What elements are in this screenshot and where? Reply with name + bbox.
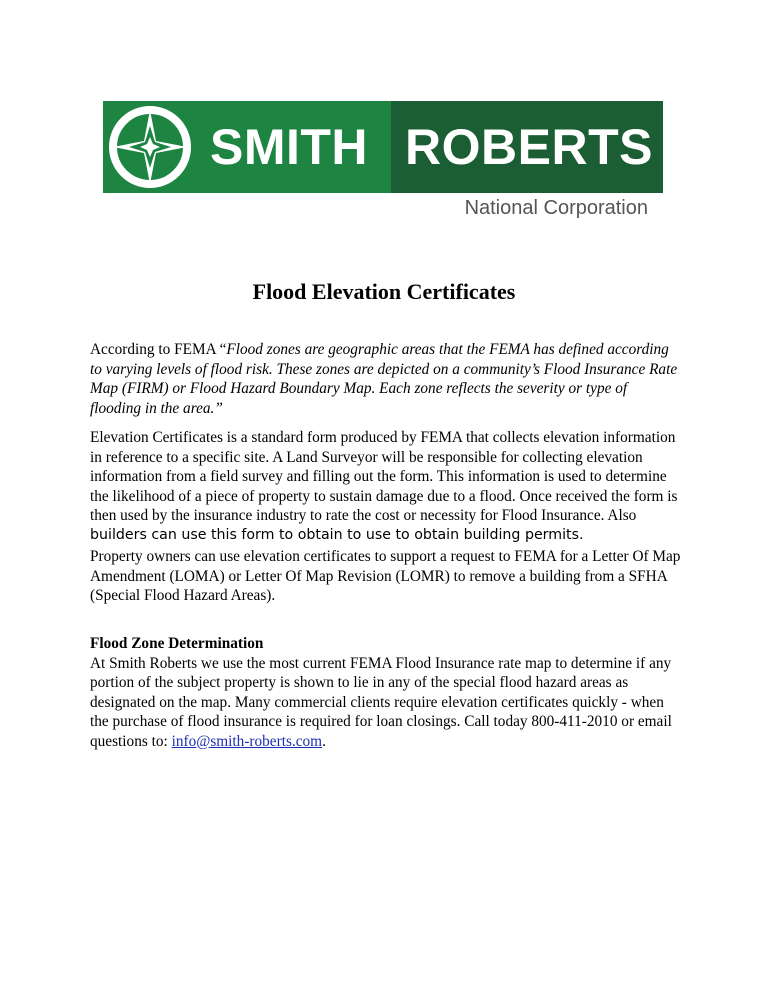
quote-intro: According to FEMA “ — [90, 341, 227, 358]
paragraph-line — [90, 732, 690, 752]
email-suffix: . — [322, 732, 326, 750]
logo-dark-panel — [391, 101, 663, 193]
flood-zone-section — [90, 634, 690, 751]
paragraph-line: flooding in the area.” — [90, 399, 223, 417]
paragraph-line: the likelihood of a piece of property to sustain damage due to a flood. Once received the form is — [90, 487, 678, 505]
paragraph-line — [90, 340, 690, 360]
quote-text: Flood zones are geographic areas that the FEMA has defined according — [226, 341, 669, 358]
paragraph-line: portion of the subject property is shown to lie in any of the special flood hazard areas as — [90, 674, 629, 691]
paragraph-line: (Special Flood Hazard Areas). — [90, 587, 276, 604]
paragraph-line: Amendment (LOMA) or Letter Of Map Revision (LOMR) to remove a building from a SFHA — [90, 567, 668, 585]
paragraph-line: designated on the map. Many commercial clients require elevation certificates quickly - when — [90, 693, 664, 711]
paragraph-line: At Smith Roberts we use the most current FEMA Flood Insurance rate map to determine if any — [90, 654, 672, 672]
paragraph-line: Elevation Certificates is a standard form produced by FEMA that collects elevation information — [90, 429, 676, 446]
paragraph-line: builders can use this form to obtain to use to obtain building permits. — [90, 526, 584, 543]
company-logo — [103, 101, 663, 223]
paragraph-line: then used by the insurance industry to rate the cost or necessity for Flood Insurance. Also — [90, 507, 637, 524]
logo-subtitle: National Corporation — [464, 197, 648, 219]
logo-green-panel — [103, 101, 391, 193]
email-link[interactable]: info@smith-roberts.com — [171, 732, 323, 750]
paragraph-line: Property owners can use elevation certificates to support a request to FEMA for a Letter Of Map — [90, 548, 681, 565]
section-heading: Flood Zone Determination — [90, 635, 264, 652]
elevation-certificates-paragraph — [90, 428, 690, 545]
fema-quote-paragraph — [90, 340, 690, 418]
paragraph-line: to varying levels of flood risk. These zones are depicted on a community’s Flood Insurance Rate — [90, 360, 678, 378]
page-title: Flood Elevation Certificates — [252, 279, 516, 304]
email-prefix: questions to: — [90, 732, 172, 750]
paragraph-line: in reference to a specific site. A Land Surveyor will be responsible for collecting elevation — [90, 448, 643, 466]
logo-word-roberts: ROBERTS — [405, 119, 653, 175]
paragraph-line: the purchase of flood insurance is required for loan closings. Call today 800-411-2010 or email — [90, 713, 672, 730]
property-owners-paragraph — [90, 547, 690, 606]
paragraph-line: information from a field survey and filling out the form. This information is used to determine — [90, 468, 667, 485]
paragraph-line: Map (FIRM) or Flood Hazard Boundary Map. Each zone reflects the severity or type of — [90, 380, 628, 397]
compass-mark-icon — [107, 104, 193, 190]
logo-word-smith: SMITH — [210, 119, 369, 175]
